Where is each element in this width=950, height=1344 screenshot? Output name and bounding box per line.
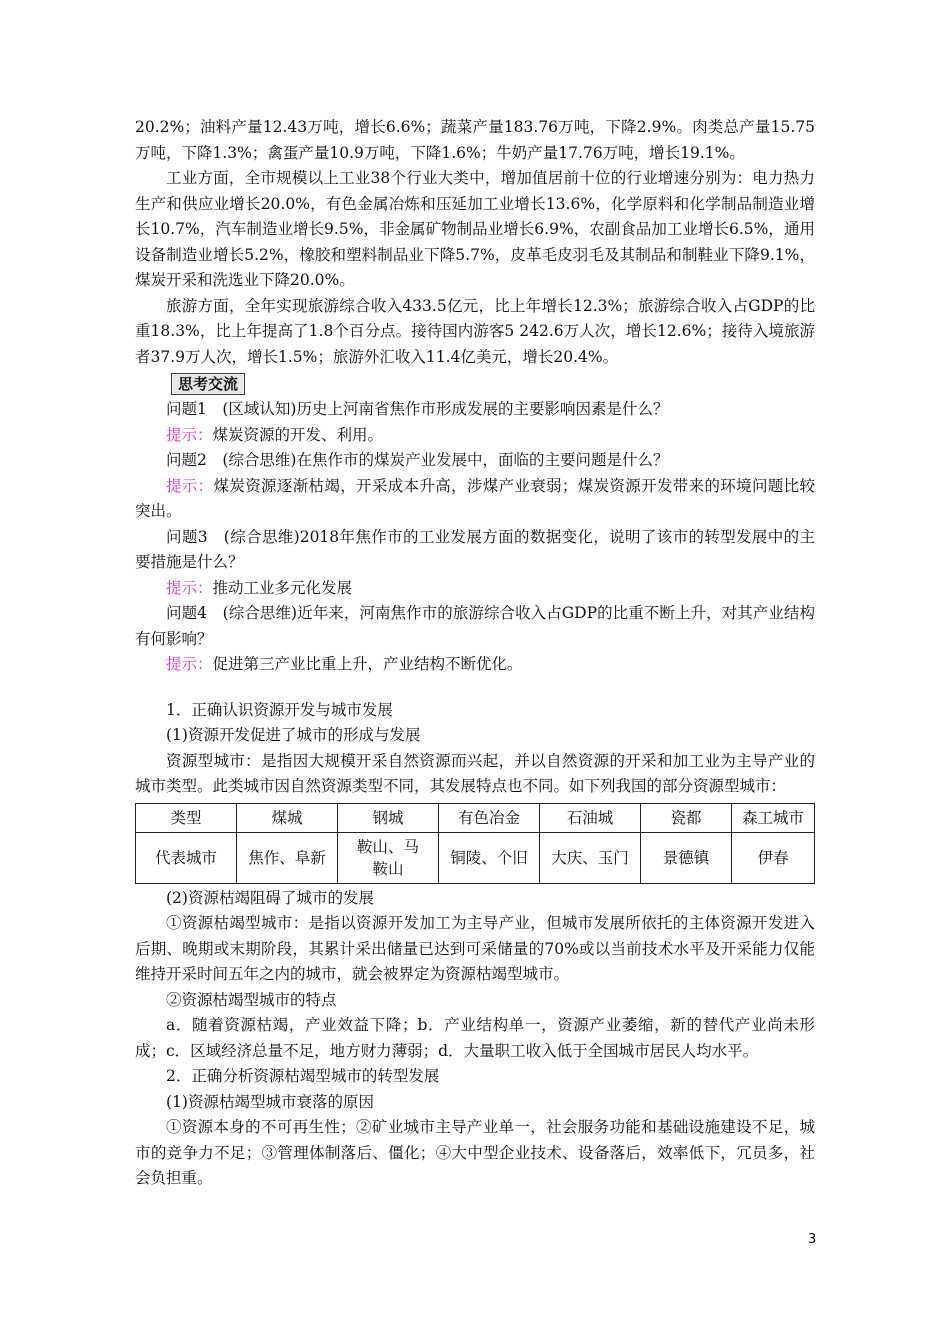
- table-cell: 石油城: [540, 803, 641, 832]
- subheading-1-1: (1)资源开发促进了城市的形成与发展: [166, 726, 421, 744]
- table-cell: 煤城: [237, 803, 338, 832]
- stats-paragraph-agriculture: 20.2%；油料产量12.43万吨，增长6.6%；蔬菜产量183.76万吨，下降2.9%。肉类总产量15.75万吨，下降1.3%；禽蛋产量10.9万吨，下降1.6%；牛奶产量17.76万吨，增长19.1%。: [135, 118, 815, 162]
- hint-2: [135, 474, 815, 525]
- hint-label: 提示：: [166, 578, 213, 597]
- heading-2: 2．正确分析资源枯竭型城市的转型发展: [166, 1067, 440, 1085]
- qa-item: [135, 397, 815, 448]
- page-number: 3: [808, 1232, 817, 1247]
- hint-4: [135, 652, 815, 678]
- table-cell: 鞍山、马鞍山: [338, 832, 439, 883]
- stats-paragraph-industry: 工业方面，全市规模以上工业38个行业大类中，增加值居前十位的行业增速分别为：电力热力生产和供应业增长20.0%，有色金属冶炼和压延加工业增长13.6%，化学原料和化学制品制造业增长10.7%，汽车制造业增长9.5%，非金属矿物制品业增长6.9%，农副食品加工业增长6.5%，通用设备制造业增长5.2%，橡胶和塑料制品业下降5.7%，皮革毛皮羽毛及其制品和制鞋业下降9.1%，煤炭开采和洗选业下降20.0%。: [135, 169, 815, 289]
- subheading-1-2: (2)资源枯竭阻碍了城市的发展: [166, 888, 374, 907]
- content-paragraph-1: ①资源枯竭型城市：是指以资源开发加工为主导产业，但城市发展所依托的主体资源开发进入后期、晚期或末期阶段，其累计采出储量已达到可采储量的70%或以当前技术水平及开采能力仅能维持开采时间五年之内的城市，就会被界定为资源枯竭型城市。: [135, 914, 815, 983]
- table-cell: 景德镇: [641, 832, 732, 883]
- table-cell: 森工城市: [732, 803, 815, 832]
- page-content: [135, 115, 815, 1192]
- question-4: 问题4 (综合思维)近年来，河南焦作市的旅游综合收入占GDP的比重不断上升，对其产业结构有何影响？: [135, 604, 815, 648]
- qa-item: [135, 448, 815, 525]
- hint-label: 提示：: [166, 655, 213, 673]
- content-paragraph-2: ②资源枯竭型城市的特点: [166, 990, 337, 1009]
- table-header-row: [136, 803, 815, 832]
- heading-1: 1．正确认识资源开发与城市发展: [166, 700, 393, 719]
- hint-3: [135, 576, 815, 602]
- hint-label: 提示：: [166, 476, 214, 495]
- hint-text: 煤炭资源逐渐枯竭，开采成本升高，涉煤产业衰弱；煤炭资源开发带来的环境问题比较突出。: [135, 476, 815, 520]
- definition-paragraph: 资源型城市：是指因大规模开采自然资源而兴起，并以自然资源的开采和加工业为主导产业的城市类型。此类城市因自然资源类型不同，其发展特点也不同。如下列我国的部分资源型城市：: [135, 751, 815, 795]
- content-paragraph-4: ①资源本身的不可再生性；②矿业城市主导产业单一，社会服务功能和基础设施建设不足，城市的竞争力不足；③管理体制落后、僵化；④大中型企业技术、设备落后，效率低下，冗员多，社会负担重。: [135, 1118, 815, 1187]
- table-cell: 瓷都: [641, 803, 732, 832]
- hint-text: 促进第三产业比重上升，产业结构不断优化。: [212, 655, 523, 673]
- hint-label: 提示：: [166, 425, 213, 444]
- qa-item: [135, 601, 815, 678]
- content-paragraph-3: a．随着资源枯竭，产业效益下降；b．产业结构单一，资源产业萎缩，新的替代产业尚未形成；c．区域经济总量不足，地方财力薄弱；d．大量职工收入低于全国城市居民人均水平。: [135, 1016, 815, 1060]
- qa-item: [135, 525, 815, 602]
- subheading-2-1: (1)资源枯竭型城市衰落的原因: [166, 1092, 374, 1111]
- table-cell: 铜陵、个旧: [439, 832, 540, 883]
- question-1: 问题1 (区域认知)历史上河南省焦作市形成发展的主要影响因素是什么？: [166, 400, 669, 418]
- table-cell: 伊春: [732, 832, 815, 883]
- table-row: [136, 832, 815, 883]
- resource-city-table: [135, 803, 815, 884]
- table-cell: 焦作、阜新: [237, 832, 338, 883]
- section-badge: 思考交流: [171, 373, 245, 395]
- table-cell: 大庆、玉门: [540, 832, 641, 883]
- hint-text: 推动工业多元化发展: [212, 578, 353, 597]
- stats-paragraph-tourism: 旅游方面，全年实现旅游综合收入433.5亿元，比上年增长12.3%；旅游综合收入占GDP的比重18.3%，比上年提高了1.8个百分点。接待国内游客5 242.6万人次，增长12.6%；接待入境旅游者37.9万人次，增长1.5%；旅游外汇收入11.4亿美元，增长20.4%。: [135, 296, 815, 366]
- table-cell: 代表城市: [136, 832, 237, 883]
- table-cell: 有色冶金: [439, 803, 540, 832]
- question-3: 问题3 (综合思维)2018年焦作市的工业发展方面的数据变化，说明了该市的转型发展中的主要措施是什么？: [135, 527, 815, 571]
- hint-1: [135, 423, 815, 449]
- question-2: 问题2 (综合思维)在焦作市的煤炭产业发展中，面临的主要问题是什么？: [166, 451, 669, 469]
- table-cell: 类型: [136, 803, 237, 832]
- table-cell: 钢城: [338, 803, 439, 832]
- hint-text: 煤炭资源的开发、利用。: [212, 425, 384, 444]
- section-gap: [135, 678, 815, 698]
